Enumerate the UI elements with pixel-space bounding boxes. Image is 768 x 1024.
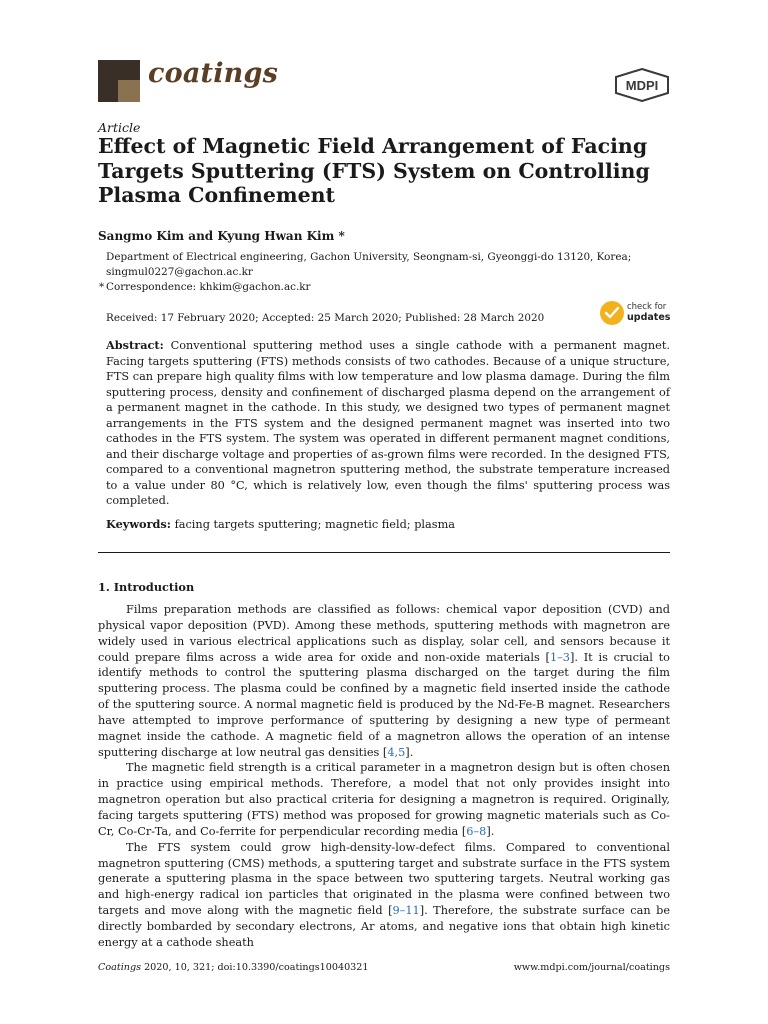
check-icon — [600, 301, 624, 325]
section-body — [98, 602, 670, 951]
paragraph — [98, 602, 670, 760]
reference-link[interactable]: 1–3 — [549, 650, 570, 664]
paragraph-text: ]. — [405, 745, 414, 759]
keywords-label: Keywords: — [106, 517, 171, 531]
paragraph — [98, 840, 670, 951]
paragraph — [98, 760, 670, 839]
correspondence-text: Correspondence: khkim@gachon.ac.kr — [106, 281, 311, 293]
footer-citation: 2020, 10, 321; doi:10.3390/coatings10040321 — [144, 962, 369, 973]
keywords — [106, 517, 455, 531]
publication-dates: Received: 17 February 2020; Accepted: 25 March 2020; Published: 28 March 2020 — [106, 312, 545, 324]
paragraph-text: The magnetic field strength is a critical parameter in a magnetron design but is often chosen in practice using empirical methods. Therefore, a model that not only provides insight into magnetron operation but also practical criteria for designing a magnetron is required. Originally, facing targets sputtering (FTS) method was proposed for growing magnetic materials such as Co-Cr, Co-Cr-Ta, and Co-ferrite for perpendicular recording media [ — [98, 761, 670, 838]
article-kind: Article — [98, 120, 141, 135]
journal-logo — [98, 60, 140, 102]
divider — [98, 552, 670, 553]
abstract-label: Abstract: — [106, 338, 164, 352]
correspondence-mark: * — [99, 281, 105, 293]
article-title: Effect of Magnetic Field Arrangement of Facing Targets Sputtering (FTS) System on Controlling Plasma Confinement — [98, 134, 650, 207]
paragraph-text: Films preparation methods are classified as follows: chemical vapor deposition (CVD) and physical vapor deposition (PVD). Among these methods, sputtering methods with magnetron are widely used in various electrical applications such as display, solar cell, and sensors because it could prepare films across a wide area for oxide and non-oxide materials [ — [98, 603, 670, 664]
journal-name: coatings — [148, 58, 278, 89]
reference-link[interactable]: 9–11 — [392, 904, 420, 918]
affiliation-email: singmul0227@gachon.ac.kr — [106, 266, 253, 278]
reference-link[interactable]: 6–8 — [466, 824, 487, 838]
reference-link[interactable]: 4,5 — [387, 745, 406, 759]
publisher-logo-text: MDPI — [625, 78, 659, 93]
paragraph-text: ]. — [486, 824, 495, 838]
check-updates-line1: check for — [627, 302, 667, 312]
abstract — [106, 338, 670, 509]
section-heading: 1. Introduction — [98, 580, 195, 594]
check-updates-line2: updates — [627, 312, 671, 323]
publisher-logo — [614, 68, 670, 102]
abstract-text: Conventional sputtering method uses a single cathode with a permanent magnet. Facing targets sputtering (FTS) methods consists of two cathodes. Because of a unique structure, FTS can prepare high quality films with low temperature and low plasma damage. During the film sputtering process, density and confinement of discharged plasma depend on the arrangement of a permanent magnet in the cathode. In this study, we designed two types of permanent magnet arrangements in the FTS system and the designed permanent magnet was inserted into two cathodes in the FTS system. The system was operated in different permanent magnet conditions, and their discharge voltage and properties of as-grown films were recorded. In the designed FTS, compared to a conventional magnetron sputtering method, the substrate temperature increased to a value under 80 °C, which is relatively low, even though the films' sputtering process was completed. — [106, 339, 671, 507]
authors: Sangmo Kim and Kyung Hwan Kim * — [98, 229, 345, 243]
journal-url[interactable]: www.mdpi.com/journal/coatings — [513, 962, 670, 973]
affiliation — [99, 250, 666, 295]
correspondence — [99, 280, 666, 295]
citation-footer — [98, 962, 368, 973]
footer-journal: Coatings — [98, 962, 142, 973]
check-for-updates-badge[interactable] — [600, 301, 670, 327]
paragraph-text: The FTS system could grow high-density-low-defect films. Compared to conventional magnetron sputtering (CMS) methods, a sputtering target and substrate surface in the FTS system generate a sputtering plasma in the space between two sputtering targets. Neutral working gas and high-energy radical ion particles that originated in the plasma were confined between two targets and move along with the magnetic field [ — [98, 840, 670, 918]
keywords-text: facing targets sputtering; magnetic field; plasma — [174, 518, 456, 531]
paragraph-text: ]. Therefore, the substrate surface can be directly bombarded by secondary electrons, Ar atoms, and negative ions that obtain high kinetic energy at a cathode sheath — [98, 904, 671, 949]
paragraph-text: ]. It is crucial to identify methods to control the sputtering plasma discharged on the target during the film sputtering process. The plasma could be confined by a magnetic field inserted inside the cathode of the sputtering source. A normal magnetic field is produced by the Nd-Fe-B magnet. Researchers have attempted to improve performance of sputtering by designing a new type of permeant magnet inside the cathode. A magnetic field of a magnetron allows the operation of an intense sputtering discharge at low neutral gas densities [ — [98, 650, 670, 759]
affiliation-line: Department of Electrical engineering, Gachon University, Seongnam-si, Gyeonggi-do 13120, Korea; — [106, 251, 632, 263]
